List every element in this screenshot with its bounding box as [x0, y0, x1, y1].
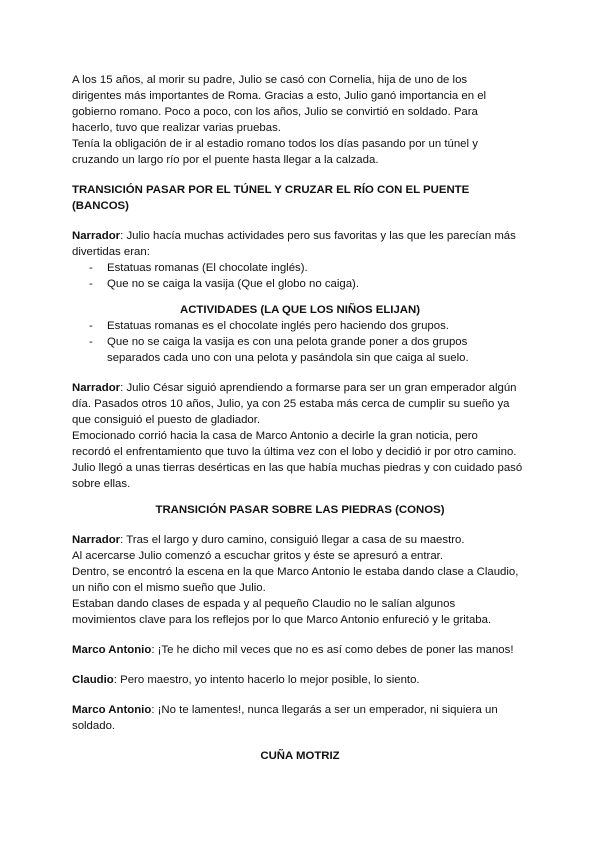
section-heading: TRANSICIÓN PASAR POR EL TÚNEL Y CRUZAR EL RÍO CON EL PUENTE: [72, 184, 470, 196]
text-line: Al acercarse Julio comenzó a escuchar gritos y éste se apresuró a entrar.: [72, 550, 444, 562]
section-heading: CUÑA MOTRIZ: [260, 750, 340, 762]
text-line: divertidas eran:: [72, 246, 150, 258]
speaker-text: : ¡Te he dicho mil veces que no es así como debes de poner las manos!: [151, 644, 514, 656]
text-line: cruzando un largo río por el puente hasta llegar a la calzada.: [72, 154, 379, 166]
text-line: Estaban dando clases de espada y al pequeño Claudio no le salían algunos: [72, 598, 456, 610]
list-bullet: -: [89, 320, 93, 332]
list-item: Estatuas romanas (El chocolate inglés).: [107, 262, 308, 274]
list-item: Estatuas romanas es el chocolate inglés pero haciendo dos grupos.: [107, 320, 449, 332]
text-line: hacerlo, tuvo que realizar varias pruebas.: [72, 122, 281, 134]
text-line: gobierno romano. Poco a poco, con los años, Julio se convirtió en soldado. Para: [72, 106, 478, 118]
text-line: Emocionado corrió hacia la casa de Marco Antonio a decirle la gran noticia, pero: [72, 430, 478, 442]
section-heading-continuation: (BANCOS): [72, 200, 129, 212]
dialogue-line: [72, 672, 420, 688]
dialogue-line: [72, 702, 498, 718]
speaker-text: : Tras el largo y duro camino, consiguió llegar a casa de su maestro.: [120, 534, 465, 546]
speaker-name: Marco Antonio: [72, 704, 152, 716]
speaker-text: : ¡No te lamentes!, nunca llegarás a ser un emperador, ni siquiera un: [151, 704, 498, 716]
text-line: soldado.: [72, 720, 116, 732]
text-line: Tenía la obligación de ir al estadio romano todos los días pasando por un túnel y: [72, 138, 478, 150]
list-bullet: -: [89, 278, 93, 290]
narrator-line: [72, 532, 465, 548]
text-line: dirigentes más importantes de Roma. Gracias a esto, Julio ganó importancia en el: [72, 90, 487, 102]
text-line: sobre ellas.: [72, 478, 131, 490]
list-item-continuation: separados cada uno con una pelota y pasándola sin que caiga al suelo.: [107, 352, 469, 364]
speaker-name: Narrador: [72, 382, 121, 394]
list-bullet: -: [89, 336, 93, 348]
list-item: Que no se caiga la vasija (Que el globo no caiga).: [107, 278, 360, 290]
speaker-name: Marco Antonio: [72, 644, 152, 656]
list-item: Que no se caiga la vasija es con una pelota grande poner a dos grupos: [107, 336, 468, 348]
speaker-text: : Pero maestro, yo intento hacerlo lo mejor posible, lo siento.: [113, 674, 420, 686]
speaker-name: Claudio: [72, 674, 114, 686]
text-line: Dentro, se encontró la escena en la que Marco Antonio le estaba dando clase a Claudio,: [72, 566, 519, 578]
text-line: día. Pasados otros 10 años, Julio, ya con 25 estaba más cerca de cumplir su sueño ya: [72, 398, 510, 410]
section-heading: TRANSICIÓN PASAR SOBRE LAS PIEDRAS (CONOS): [155, 504, 445, 516]
speaker-text: : Julio hacía muchas actividades pero sus favoritas y las que les parecían más: [120, 230, 516, 242]
list-bullet: -: [89, 262, 93, 274]
text-line: A los 15 años, al morir su padre, Julio se casó con Cornelia, hija de uno de los: [72, 74, 468, 86]
text-line: recordó el enfrentamiento que tuvo la última vez con el lobo y decidió ir por otro camino.: [72, 446, 517, 458]
narrator-line: [72, 380, 517, 396]
speaker-name: Narrador: [72, 534, 121, 546]
speaker-text: : Julio César siguió aprendiendo a formarse para ser un gran emperador algún: [120, 382, 517, 394]
text-line: que consiguió el puesto de gladiador.: [72, 414, 261, 426]
text-line: movimientos clave para los reflejos por lo que Marco Antonio enfureció y le gritaba.: [72, 614, 492, 626]
text-line: Julio llegó a unas tierras desérticas en las que había muchas piedras y con cuidado pasó: [72, 462, 523, 474]
dialogue-line: [72, 642, 513, 658]
text-line: un niño con el mismo sueño que Julio.: [72, 582, 266, 594]
section-heading: ACTIVIDADES (LA QUE LOS NIÑOS ELIJAN): [179, 304, 421, 316]
narrator-line: [72, 228, 516, 244]
speaker-name: Narrador: [72, 230, 121, 242]
